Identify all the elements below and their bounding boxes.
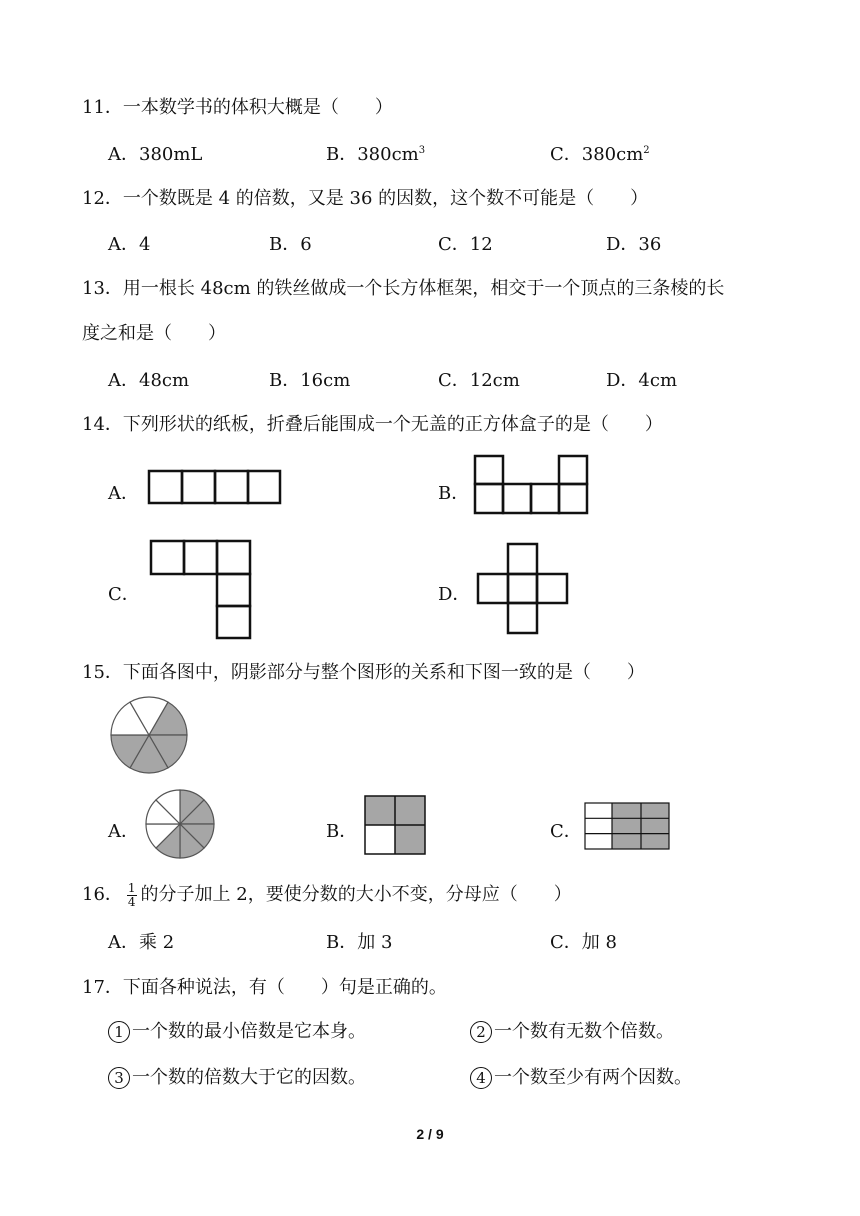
- q13-option-d: D．4cm: [606, 370, 678, 391]
- q15-option-c: C．: [550, 821, 582, 842]
- q14-option-b: B．: [438, 483, 470, 504]
- q14-net-b: [474, 455, 588, 515]
- q14-stem: 14．下列形状的纸板，折叠后能围成一个无盖的正方体盒子的是（ ）: [82, 414, 663, 435]
- q14-option-c: C．: [108, 584, 140, 605]
- q12-stem: 12．一个数既是 4 的倍数，又是 36 的因数，这个数不可能是（ ）: [82, 188, 649, 209]
- q12-option-a: A．4: [108, 234, 151, 255]
- q13-option-b: B．16cm: [269, 370, 351, 391]
- q13-option-a: A．48cm: [108, 370, 190, 391]
- q15-option-a: A．: [108, 821, 139, 842]
- q14-net-a: [148, 470, 282, 504]
- q12-option-c: C．12: [438, 234, 493, 255]
- circled-number-1: 1: [108, 1021, 130, 1043]
- q17-stem: 17．下面各种说法，有（ ）句是正确的。: [82, 977, 447, 998]
- fraction-one-quarter: $\frac{1}{4}$: [127, 880, 136, 909]
- q11-option-b: B．$380cm^3$: [326, 144, 426, 165]
- q17-statement-2: 2 一个数有无数个倍数。: [470, 1017, 674, 1043]
- q14-option-d: D．: [438, 584, 471, 605]
- circled-number-2: 2: [470, 1021, 492, 1043]
- q14-net-d: [477, 543, 569, 635]
- q13-stem-line2: 度之和是（ ）: [82, 323, 226, 344]
- q12-option-b: B．6: [269, 234, 312, 255]
- q11-stem: 11．一本数学书的体积大概是（ ）: [82, 97, 393, 118]
- q13-option-c: C．12cm: [438, 370, 520, 391]
- q16-stem: 16． $\frac{1}{4}$ 的分子加上 2，要使分数的大小不变，分母应（ ）: [82, 880, 572, 909]
- page-number: 2 / 9: [416, 1126, 444, 1142]
- q17-statement-3: 3 一个数的倍数大于它的因数。: [108, 1063, 366, 1089]
- q12-option-d: D．36: [606, 234, 662, 255]
- circled-number-4: 4: [470, 1067, 492, 1089]
- q14-net-c: [150, 540, 252, 640]
- circled-number-3: 3: [108, 1067, 130, 1089]
- q15-option-c-rectangle: [584, 802, 670, 850]
- q11-option-c: C．$380cm^2$: [550, 144, 650, 165]
- q17-statement-1: 1 一个数的最小倍数是它本身。: [108, 1017, 366, 1043]
- q15-reference-circle: [110, 696, 190, 776]
- q13-stem-line1: 13．用一根长 48cm 的铁丝做成一个长方体框架，相交于一个顶点的三条棱的长: [82, 278, 725, 299]
- q15-stem: 15．下面各图中，阴影部分与整个图形的关系和下图一致的是（ ）: [82, 662, 645, 683]
- q16-option-b: B．加 3: [326, 932, 393, 953]
- q14-option-a: A．: [108, 483, 139, 504]
- q15-option-b: B．: [326, 821, 358, 842]
- q11-option-a: A．380mL: [108, 144, 203, 165]
- q15-option-a-circle: [145, 790, 217, 860]
- q15-option-b-square: [364, 795, 426, 855]
- q17-statement-4: 4 一个数至少有两个因数。: [470, 1063, 692, 1089]
- q16-option-a: A．乘 2: [108, 932, 175, 953]
- q16-option-c: C．加 8: [550, 932, 617, 953]
